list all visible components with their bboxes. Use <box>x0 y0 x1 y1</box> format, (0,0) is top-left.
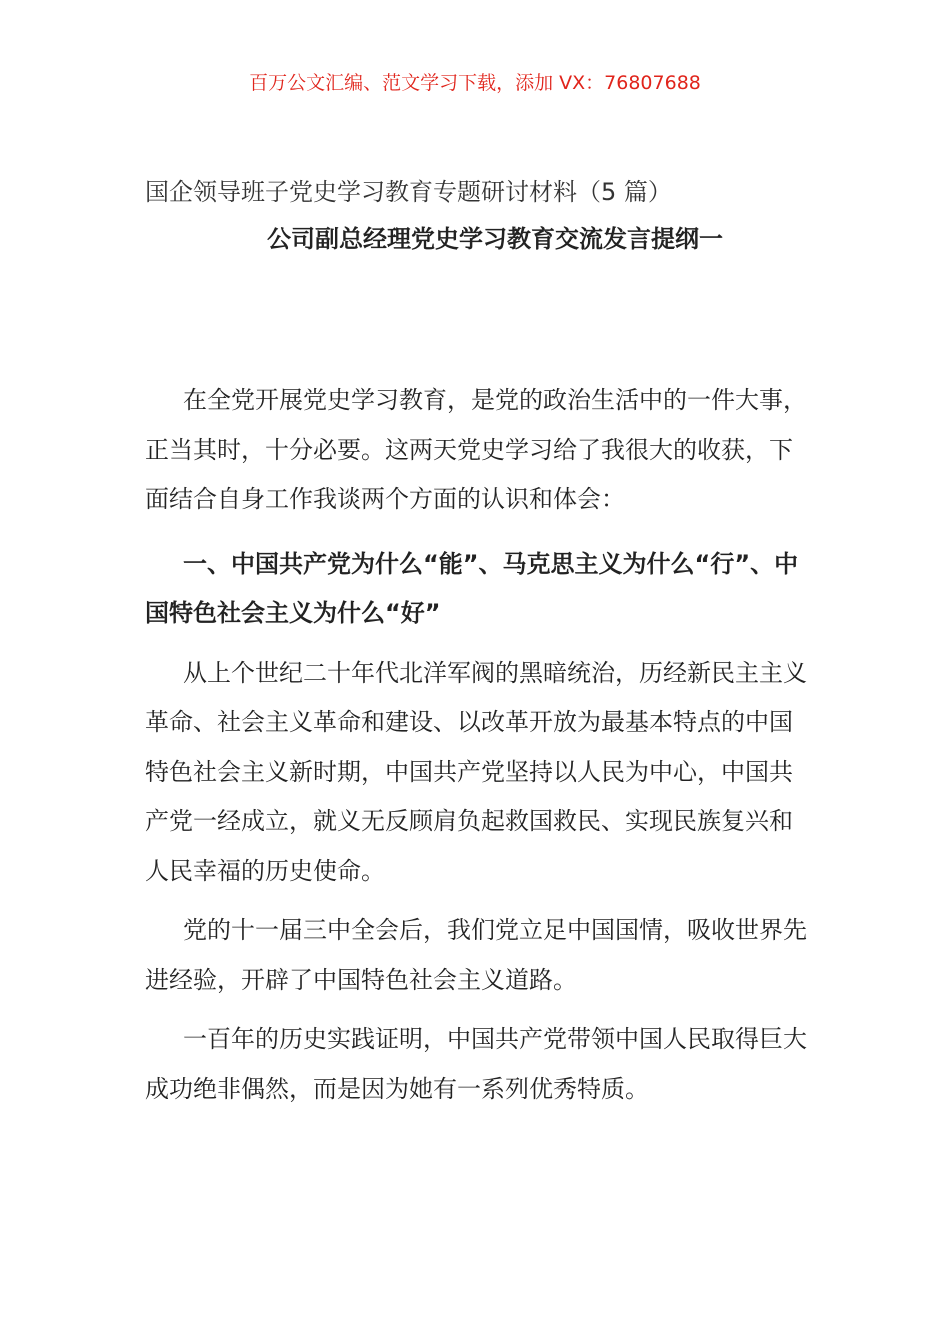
header-banner: 百万公文汇编、范文学习下载，添加 VX：76807688 <box>249 72 701 94</box>
body-paragraph: 从上个世纪二十年代北洋军阀的黑暗统治，历经新民主主义革命、社会主义革命和建设、以改革开放为最基本特点的中国特色社会主义新时期，中国共产党坚持以人民为中心，中国共产党一经成立，就义无反顾肩负起救国救民、实现民族复兴和人民幸福的历史使命。 <box>145 658 807 885</box>
document-subtitle: 公司副总经理党史学习教育交流发言提纲一 <box>267 225 723 253</box>
document-title: 国企领导班子党史学习教育专题研讨材料（5 篇） <box>145 178 672 206</box>
section-heading: 一、中国共产党为什么“能”、马克思主义为什么“行”、中国特色社会主义为什么“好” <box>145 549 799 627</box>
document-body <box>145 376 810 1114</box>
body-paragraph: 党的十一届三中全会后，我们党立足中国国情，吸收世界先进经验，开辟了中国特色社会主义道路。 <box>145 916 807 994</box>
intro-paragraph: 在全党开展党史学习教育，是党的政治生活中的一件大事，正当其时，十分必要。这两天党史学习给了我很大的收获，下面结合自身工作我谈两个方面的认识和体会： <box>145 386 807 513</box>
body-paragraph: 一百年的历史实践证明，中国共产党带领中国人民取得巨大成功绝非偶然，而是因为她有一系列优秀特质。 <box>145 1025 807 1103</box>
